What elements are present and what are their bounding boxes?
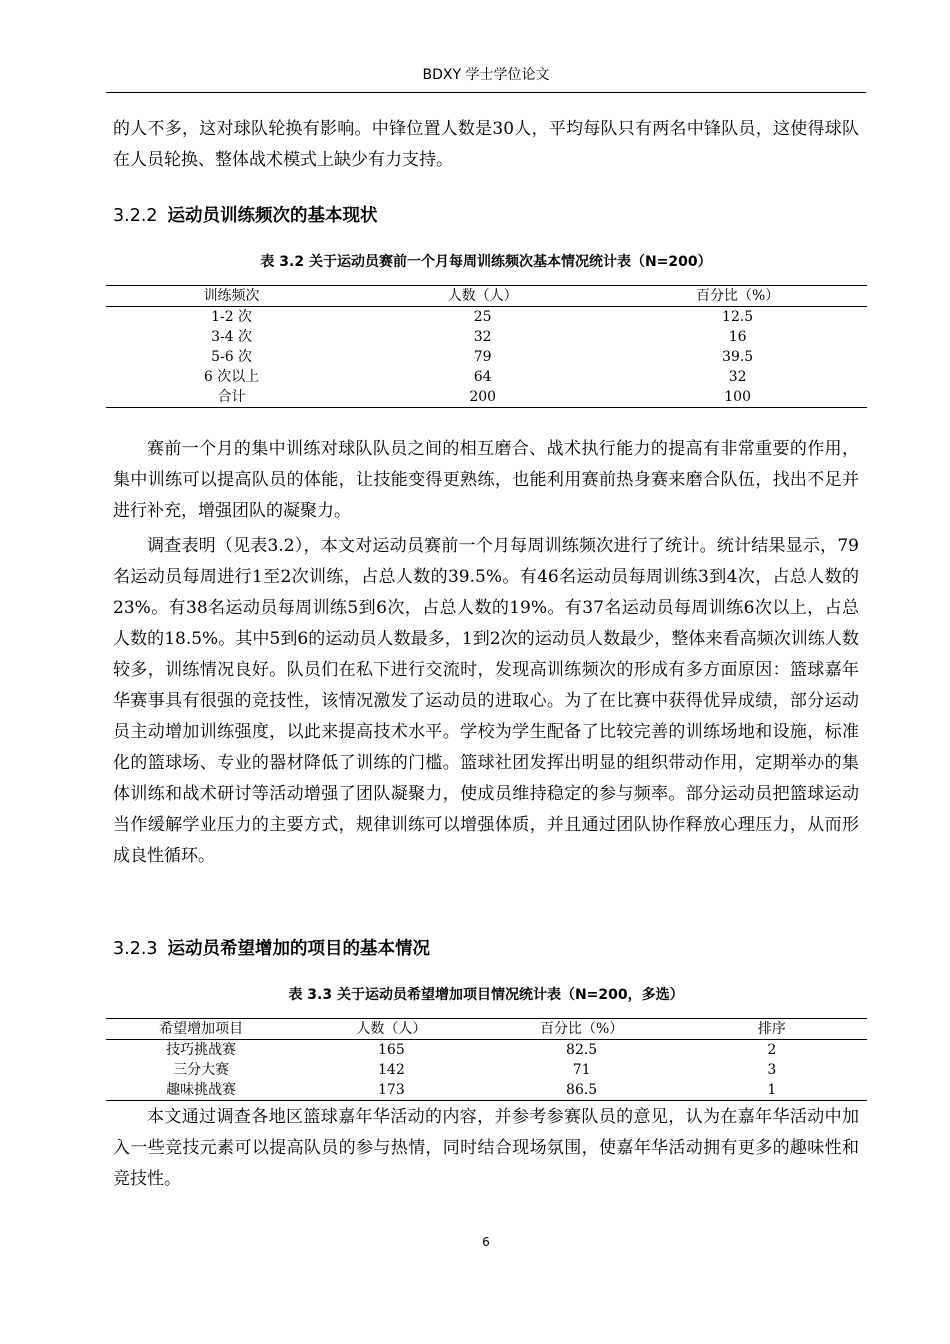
column-header: 训练频次 <box>106 286 357 307</box>
table-cell: 2 <box>767 1042 777 1058</box>
table-row <box>106 347 867 367</box>
table-3-3-caption: 表 3.3 关于运动员希望增加项目情况统计表（N=200，多选） <box>288 987 684 1003</box>
table-row <box>106 387 867 408</box>
table-row <box>106 1080 867 1101</box>
table-3-2-caption: 表 3.2 关于运动员赛前一个月每周训练频次基本情况统计表（N=200） <box>260 254 712 270</box>
table-header-row <box>106 286 867 307</box>
section-number: 3.2.2 <box>113 206 158 226</box>
table-cell: 100 <box>608 387 867 408</box>
table-cell: 1 <box>677 1080 867 1101</box>
section-heading-3-2-3 <box>113 935 430 960</box>
section-title: 运动员希望增加的项目的基本情况 <box>167 939 431 959</box>
table-cell: 3-4 次 <box>211 329 253 345</box>
table-cell: 79 <box>473 349 492 365</box>
header-divider <box>106 92 866 93</box>
table-cell: 12.5 <box>722 309 754 325</box>
column-header: 希望增加项目 <box>106 1019 296 1040</box>
table-3-2 <box>106 285 867 408</box>
page-number: 6 <box>482 1235 490 1249</box>
table-cell: 3 <box>767 1062 777 1078</box>
table-cell: 16 <box>728 329 747 345</box>
table-cell: 142 <box>378 1062 405 1078</box>
table-cell: 趣味挑战赛 <box>106 1080 296 1101</box>
column-header: 百分比（%） <box>487 1019 677 1040</box>
table-header-row <box>106 1019 867 1040</box>
table-row <box>106 307 867 328</box>
table-cell: 200 <box>357 387 608 408</box>
table-cell: 64 <box>473 369 492 385</box>
table-row <box>106 1040 867 1061</box>
table-cell: 技巧挑战赛 <box>166 1042 237 1058</box>
table-row <box>106 327 867 347</box>
section-title: 运动员训练频次的基本现状 <box>167 206 378 226</box>
column-header: 排序 <box>677 1019 867 1040</box>
body-paragraph: 赛前一个月的集中训练对球队队员之间的相互磨合、战术执行能力的提高有非常重要的作用，集中训练可以提高队员的体能，让技能变得更熟练，也能利用赛前热身赛来磨合队伍，找出不足并进行补充，增强团队的凝聚力。 <box>113 439 859 521</box>
table-cell: 三分大赛 <box>173 1062 230 1078</box>
table-cell: 86.5 <box>487 1080 677 1101</box>
table-row <box>106 367 867 387</box>
column-header: 百分比（%） <box>608 286 867 307</box>
body-paragraph: 调查表明（见表3.2），本文对运动员赛前一个月每周训练频次进行了统计。统计结果显示，79名运动员每周进行1至2次训练，占总人数的39.5%。有46名运动员每周训练3到4次，占总人数的23%。有38名运动员每周训练5到6次，占总人数的19%。有37名运动员每周训练6次以上，占总人数的18.5%。其中5到6的运动员人数最多，1到2次的运动员人数最少，整体来看高频次训练人数较多，训练情况良好。队员们在私下进行交流时，发现高训练频次的形成有多方面原因：篮球嘉年华赛事具有很强的竞技性，该情况激发了运动员的进取心。为了在比赛中获得优异成绩，部分运动员主动增加训练强度，以此来提高技术水平。学校为学生配备了比较完善的训练场地和设施，标准化的篮球场、专业的器材降低了训练的门槛。篮球社团发挥出明显的组织带动作用，定期举办的集体训练和战术研讨等活动增强了团队凝聚力，使成员维持稳定的参与频率。部分运动员把篮球运动当作缓解学业压力的主要方式，规律训练可以增强体质，并且通过团队协作释放心理压力，从而形成良性循环。 <box>113 536 859 866</box>
intro-paragraph: 的人不多，这对球队轮换有影响。中锋位置人数是30人，平均每队只有两名中锋队员，这使得球队在人员轮换、整体战术模式上缺少有力支持。 <box>113 119 859 170</box>
table-cell: 165 <box>378 1042 405 1058</box>
table-cell: 82.5 <box>566 1042 598 1058</box>
section-heading-3-2-2 <box>113 202 378 227</box>
table-cell: 合计 <box>106 387 357 408</box>
page-header: BDXY 学士学位论文 <box>422 67 550 83</box>
table-cell: 32 <box>473 329 492 345</box>
table-cell: 71 <box>572 1062 591 1078</box>
column-header: 人数（人） <box>296 1019 486 1040</box>
table-cell: 5-6 次 <box>211 349 253 365</box>
column-header: 人数（人） <box>357 286 608 307</box>
table-cell: 1-2 次 <box>211 309 253 325</box>
table-cell: 6 次以上 <box>203 369 260 385</box>
body-paragraph: 本文通过调查各地区篮球嘉年华活动的内容，并参考参赛队员的意见，认为在嘉年华活动中加入一些竞技元素可以提高队员的参与热情，同时结合现场氛围，使嘉年华活动拥有更多的趣味性和竞技性。 <box>113 1107 859 1189</box>
table-3-3 <box>106 1018 867 1101</box>
table-cell: 25 <box>473 309 492 325</box>
table-cell: 173 <box>296 1080 486 1101</box>
table-cell: 32 <box>728 369 747 385</box>
table-row <box>106 1060 867 1080</box>
section-number: 3.2.3 <box>113 939 158 959</box>
table-cell: 39.5 <box>722 349 754 365</box>
